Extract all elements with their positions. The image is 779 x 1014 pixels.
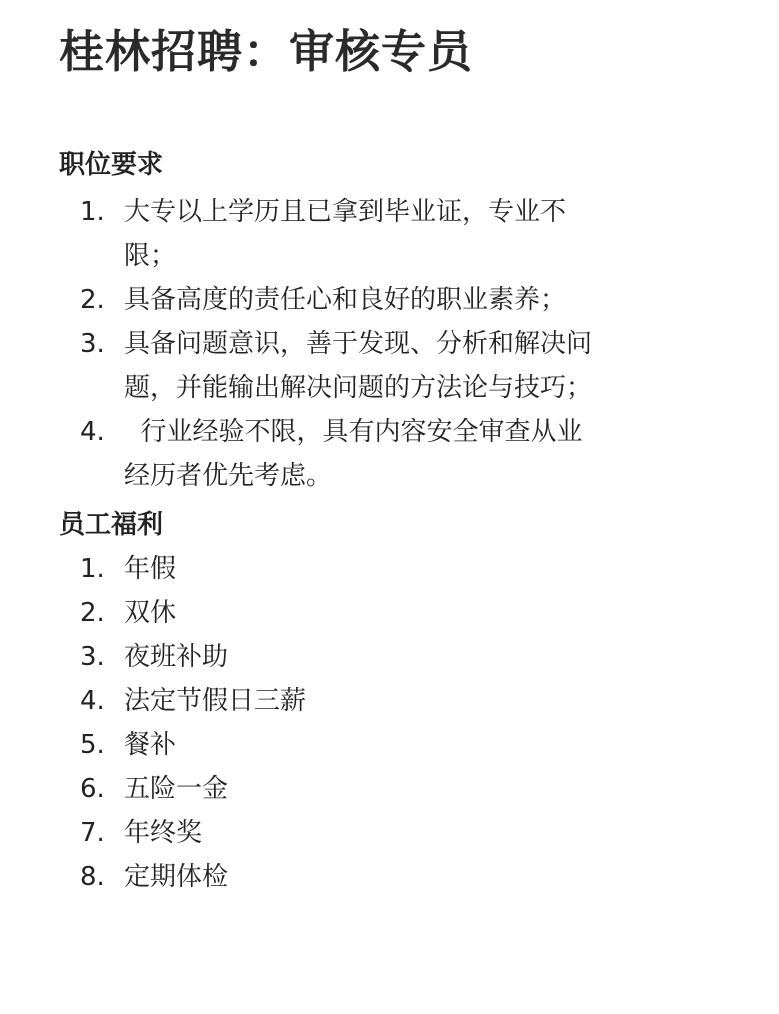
item-number: 2. xyxy=(80,285,105,315)
item-text: 具备问题意识，善于发现、分析和解决问 xyxy=(124,329,593,359)
item-text: 五险一金 xyxy=(124,774,229,804)
item-number: 7. xyxy=(80,818,105,848)
page-title: 桂林招聘：审核专员 xyxy=(59,25,474,78)
item-number: 1. xyxy=(80,197,105,227)
item-text: 经历者优先考虑。 xyxy=(124,461,333,491)
item-number: 3. xyxy=(80,329,105,359)
item-number: 8. xyxy=(80,862,105,892)
item-text: 夜班补助 xyxy=(124,642,229,672)
item-text: 题，并能输出解决问题的方法论与技巧； xyxy=(124,373,593,403)
item-text: 双休 xyxy=(124,598,177,628)
item-number: 4. xyxy=(80,417,105,447)
item-text: 具备高度的责任心和良好的职业素养； xyxy=(124,285,567,315)
item-text: 年终奖 xyxy=(124,818,203,848)
item-text: 餐补 xyxy=(124,730,177,760)
item-text: 年假 xyxy=(124,554,177,584)
item-text: 定期体检 xyxy=(124,862,229,892)
item-number: 4. xyxy=(80,686,105,716)
item-number: 1. xyxy=(80,554,105,584)
item-number: 6. xyxy=(80,774,105,804)
item-text: 行业经验不限，具有内容安全审查从业 xyxy=(124,417,583,447)
item-number: 3. xyxy=(80,642,105,672)
requirements-heading: 职位要求 xyxy=(59,150,164,180)
benefits-heading: 员工福利 xyxy=(59,510,164,540)
item-number: 2. xyxy=(80,598,105,628)
item-number: 5. xyxy=(80,730,105,760)
item-text: 限； xyxy=(124,241,177,271)
item-text: 大专以上学历且已拿到毕业证，专业不 xyxy=(124,197,567,227)
item-text: 法定节假日三薪 xyxy=(124,686,307,716)
